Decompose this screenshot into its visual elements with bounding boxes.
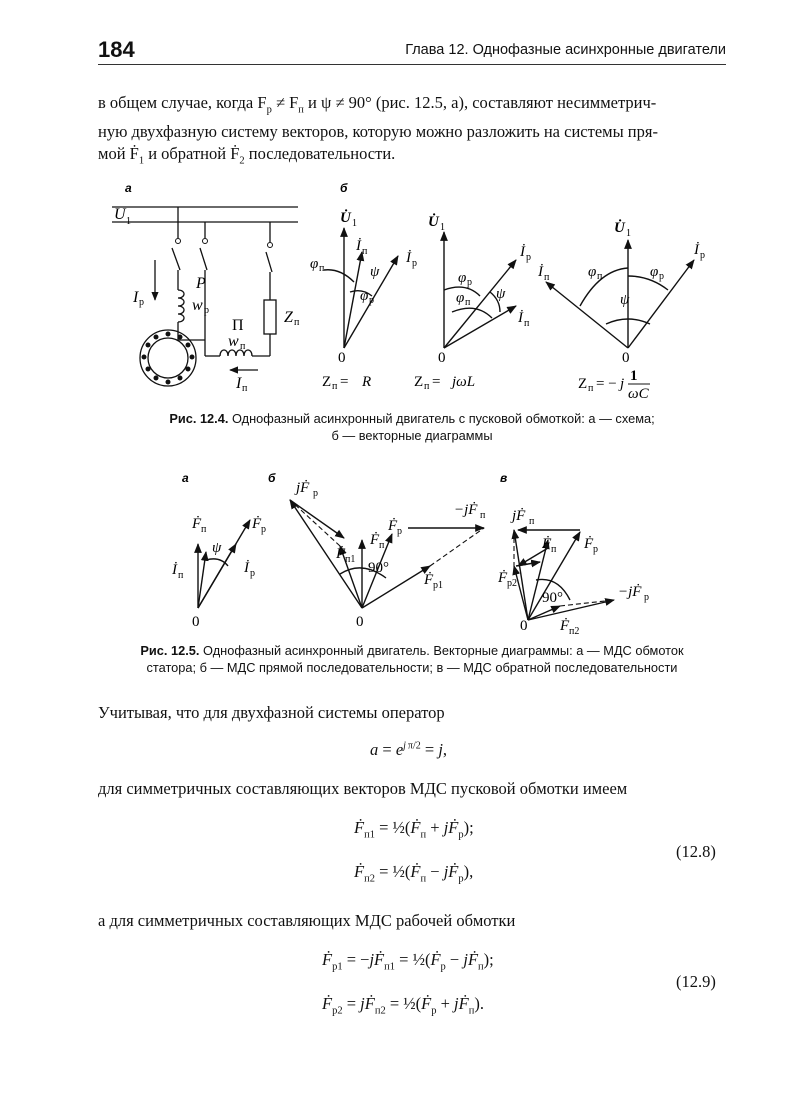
para-line-2: ную двухфазную систему векторов, которую можно разложить на системы пря- bbox=[98, 122, 658, 142]
svg-text:р: р bbox=[467, 277, 472, 288]
svg-text:Z: Z bbox=[284, 309, 293, 326]
svg-text:Ḟ: Ḟ bbox=[336, 546, 346, 562]
svg-text:ψ: ψ bbox=[212, 540, 222, 556]
svg-text:w: w bbox=[228, 333, 239, 350]
svg-text:1: 1 bbox=[440, 222, 445, 233]
svg-text:= −: = − bbox=[596, 376, 617, 392]
svg-text:р: р bbox=[593, 544, 598, 555]
svg-text:Ḟ: Ḟ bbox=[424, 572, 434, 588]
svg-text:Ḟ: Ḟ bbox=[388, 518, 398, 534]
svg-text:İ: İ bbox=[518, 310, 523, 326]
svg-text:п: п bbox=[240, 341, 246, 352]
svg-text:90°: 90° bbox=[368, 560, 389, 576]
svg-text:п: п bbox=[480, 510, 486, 521]
svg-text:п: п bbox=[551, 544, 557, 555]
paragraph-start-winding: для симметричных составляющих векторов МДС пусковой обмотки имеем bbox=[98, 779, 628, 798]
fig124-label-b: б bbox=[340, 181, 348, 195]
formula-fr2: Ḟ$_{р2}$ = jḞ$_{п2}$ = ½(Ḟ$_р$ + jḞ$_п$). bbox=[322, 994, 484, 1017]
svg-text:İ: İ bbox=[172, 562, 177, 578]
paragraph-operator: Учитывая, что для двухфазной системы оператор bbox=[98, 703, 445, 722]
svg-text:Z: Z bbox=[322, 374, 332, 390]
svg-text:I: I bbox=[133, 289, 139, 306]
svg-text:р: р bbox=[397, 526, 402, 537]
svg-text:п: п bbox=[178, 570, 184, 581]
svg-text:п: п bbox=[201, 524, 207, 535]
svg-text:90°: 90° bbox=[542, 590, 563, 606]
svg-text:р: р bbox=[369, 295, 374, 306]
svg-text:U: U bbox=[114, 206, 126, 223]
svg-text:=: = bbox=[340, 374, 349, 390]
svg-text:1: 1 bbox=[126, 216, 131, 227]
svg-text:1: 1 bbox=[626, 228, 631, 239]
fig124-label-a: а bbox=[125, 181, 132, 195]
svg-text:=: = bbox=[432, 374, 441, 390]
fig125-label-a: а bbox=[182, 471, 189, 485]
svg-text:−jḞ: −jḞ bbox=[618, 584, 642, 600]
svg-text:р1: р1 bbox=[433, 580, 443, 591]
formula-fr1: Ḟ$_{р1}$ = −jḞ$_{п1}$ = ½(Ḟ$_р$ − jḞ$_п$); bbox=[322, 950, 494, 973]
svg-text:п: п bbox=[529, 516, 535, 527]
svg-text:п1: п1 bbox=[345, 554, 356, 565]
svg-text:р: р bbox=[204, 305, 209, 316]
svg-text:р: р bbox=[139, 297, 144, 308]
svg-text:п: п bbox=[362, 246, 368, 257]
svg-text:п: п bbox=[597, 271, 603, 282]
svg-text:Ḟ: Ḟ bbox=[370, 532, 380, 548]
page-number: 184 bbox=[98, 37, 135, 62]
svg-text:Ḟ: Ḟ bbox=[584, 536, 594, 552]
svg-text:U̇: U̇ bbox=[614, 220, 625, 236]
svg-text:İ: İ bbox=[356, 238, 361, 254]
formula-operator: $a = e^{j \pi/2} = j$, bbox=[370, 740, 448, 759]
svg-text:İ: İ bbox=[520, 244, 525, 260]
svg-text:φ: φ bbox=[588, 264, 597, 280]
svg-text:φ: φ bbox=[458, 270, 467, 286]
fig125-label-b: б bbox=[268, 471, 276, 485]
svg-text:I: I bbox=[236, 375, 242, 392]
equation-number-12-8: (12.8) bbox=[676, 842, 716, 861]
svg-text:п: п bbox=[319, 263, 325, 274]
fig125-caption: Рис. 12.5. Однофазный асинхронный двигатель. Векторные диаграммы: а — МДС обмоток статора; б — МДС прямой последовательности; в — МДС обратной последовательности bbox=[140, 643, 684, 675]
svg-text:р2: р2 bbox=[507, 578, 517, 589]
svg-text:İ: İ bbox=[538, 264, 543, 280]
svg-text:р: р bbox=[261, 524, 266, 535]
svg-text:р: р bbox=[526, 252, 531, 263]
svg-text:Z: Z bbox=[578, 376, 588, 392]
svg-text:0: 0 bbox=[438, 350, 446, 366]
formula-fp2: Ḟ$_{п2}$ = ½(Ḟ$_п$ − jḞ$_р$), bbox=[354, 862, 474, 885]
svg-text:р: р bbox=[659, 271, 664, 282]
running-head: Глава 12. Однофазные асинхронные двигатели bbox=[405, 42, 726, 58]
svg-text:0: 0 bbox=[338, 350, 346, 366]
svg-text:jḞ: jḞ bbox=[296, 480, 310, 496]
svg-text:j: j bbox=[620, 376, 625, 392]
svg-text:İ: İ bbox=[244, 560, 249, 576]
svg-text:р: р bbox=[412, 258, 417, 269]
svg-text:jωL: jωL bbox=[452, 374, 476, 390]
svg-text:1: 1 bbox=[630, 368, 638, 384]
svg-text:п2: п2 bbox=[569, 626, 580, 637]
svg-text:п: п bbox=[332, 381, 338, 392]
svg-text:P: P bbox=[196, 275, 206, 292]
svg-text:Ḟ: Ḟ bbox=[498, 570, 508, 586]
svg-text:φ: φ bbox=[456, 290, 465, 306]
svg-text:ψ: ψ bbox=[496, 286, 506, 302]
svg-text:п: п bbox=[544, 272, 550, 283]
svg-text:0: 0 bbox=[356, 614, 364, 630]
svg-text:jḞ: jḞ bbox=[512, 508, 526, 524]
svg-text:ψ: ψ bbox=[620, 292, 630, 308]
para-line-3: мой Ḟ$_1$ и обратной Ḟ$_2$ последовательности. bbox=[98, 144, 396, 167]
fig124-caption: Рис. 12.4. Однофазный асинхронный двигатель с пусковой обмоткой: а — схема; б — векторные диаграммы bbox=[169, 411, 655, 443]
svg-text:φ: φ bbox=[360, 288, 369, 304]
svg-text:0: 0 bbox=[192, 614, 200, 630]
svg-text:ψ: ψ bbox=[370, 264, 380, 280]
svg-text:U̇: U̇ bbox=[428, 214, 439, 230]
svg-text:р: р bbox=[644, 592, 649, 603]
svg-text:0: 0 bbox=[520, 618, 528, 634]
svg-text:п: п bbox=[465, 297, 471, 308]
formula-fp1: Ḟ$_{п1}$ = ½(Ḟ$_п$ + jḞ$_р$); bbox=[354, 818, 474, 841]
equation-number-12-9: (12.9) bbox=[676, 972, 716, 991]
svg-text:Ḟ: Ḟ bbox=[252, 516, 262, 532]
svg-text:р: р bbox=[250, 568, 255, 579]
fig125-label-v: в bbox=[500, 471, 508, 485]
svg-text:Ḟ: Ḟ bbox=[560, 618, 570, 634]
svg-text:Z: Z bbox=[414, 374, 424, 390]
svg-text:п: п bbox=[294, 317, 300, 328]
svg-text:w: w bbox=[192, 297, 203, 314]
svg-text:п: п bbox=[588, 383, 594, 394]
para-line-1: в общем случае, когда $F_р \ne F_п$ и ψ ≠ 90° (рис. 12.5, а), составляют несимметрич- bbox=[98, 93, 657, 116]
svg-text:п: п bbox=[242, 383, 248, 394]
svg-text:R: R bbox=[362, 374, 372, 390]
svg-text:П: П bbox=[232, 317, 244, 334]
paragraph-work-winding: а для симметричных составляющих МДС рабочей обмотки bbox=[98, 911, 516, 930]
svg-text:ωC: ωC bbox=[628, 386, 649, 402]
svg-text:İ: İ bbox=[694, 242, 699, 258]
svg-text:φ: φ bbox=[650, 264, 659, 280]
svg-text:Ḟ: Ḟ bbox=[542, 536, 552, 552]
fig125-labels bbox=[171, 480, 649, 637]
svg-text:п: п bbox=[379, 540, 385, 551]
svg-text:−jḞ: −jḞ bbox=[454, 502, 478, 518]
svg-text:р: р bbox=[700, 250, 705, 261]
svg-text:İ: İ bbox=[406, 250, 411, 266]
svg-text:Ḟ: Ḟ bbox=[192, 516, 202, 532]
svg-text:п: п bbox=[524, 318, 530, 329]
svg-text:0: 0 bbox=[622, 350, 630, 366]
svg-text:1: 1 bbox=[352, 218, 357, 229]
svg-text:п: п bbox=[424, 381, 430, 392]
svg-text:φ: φ bbox=[310, 256, 319, 272]
svg-text:р: р bbox=[313, 488, 318, 499]
svg-text:U̇: U̇ bbox=[340, 210, 351, 226]
